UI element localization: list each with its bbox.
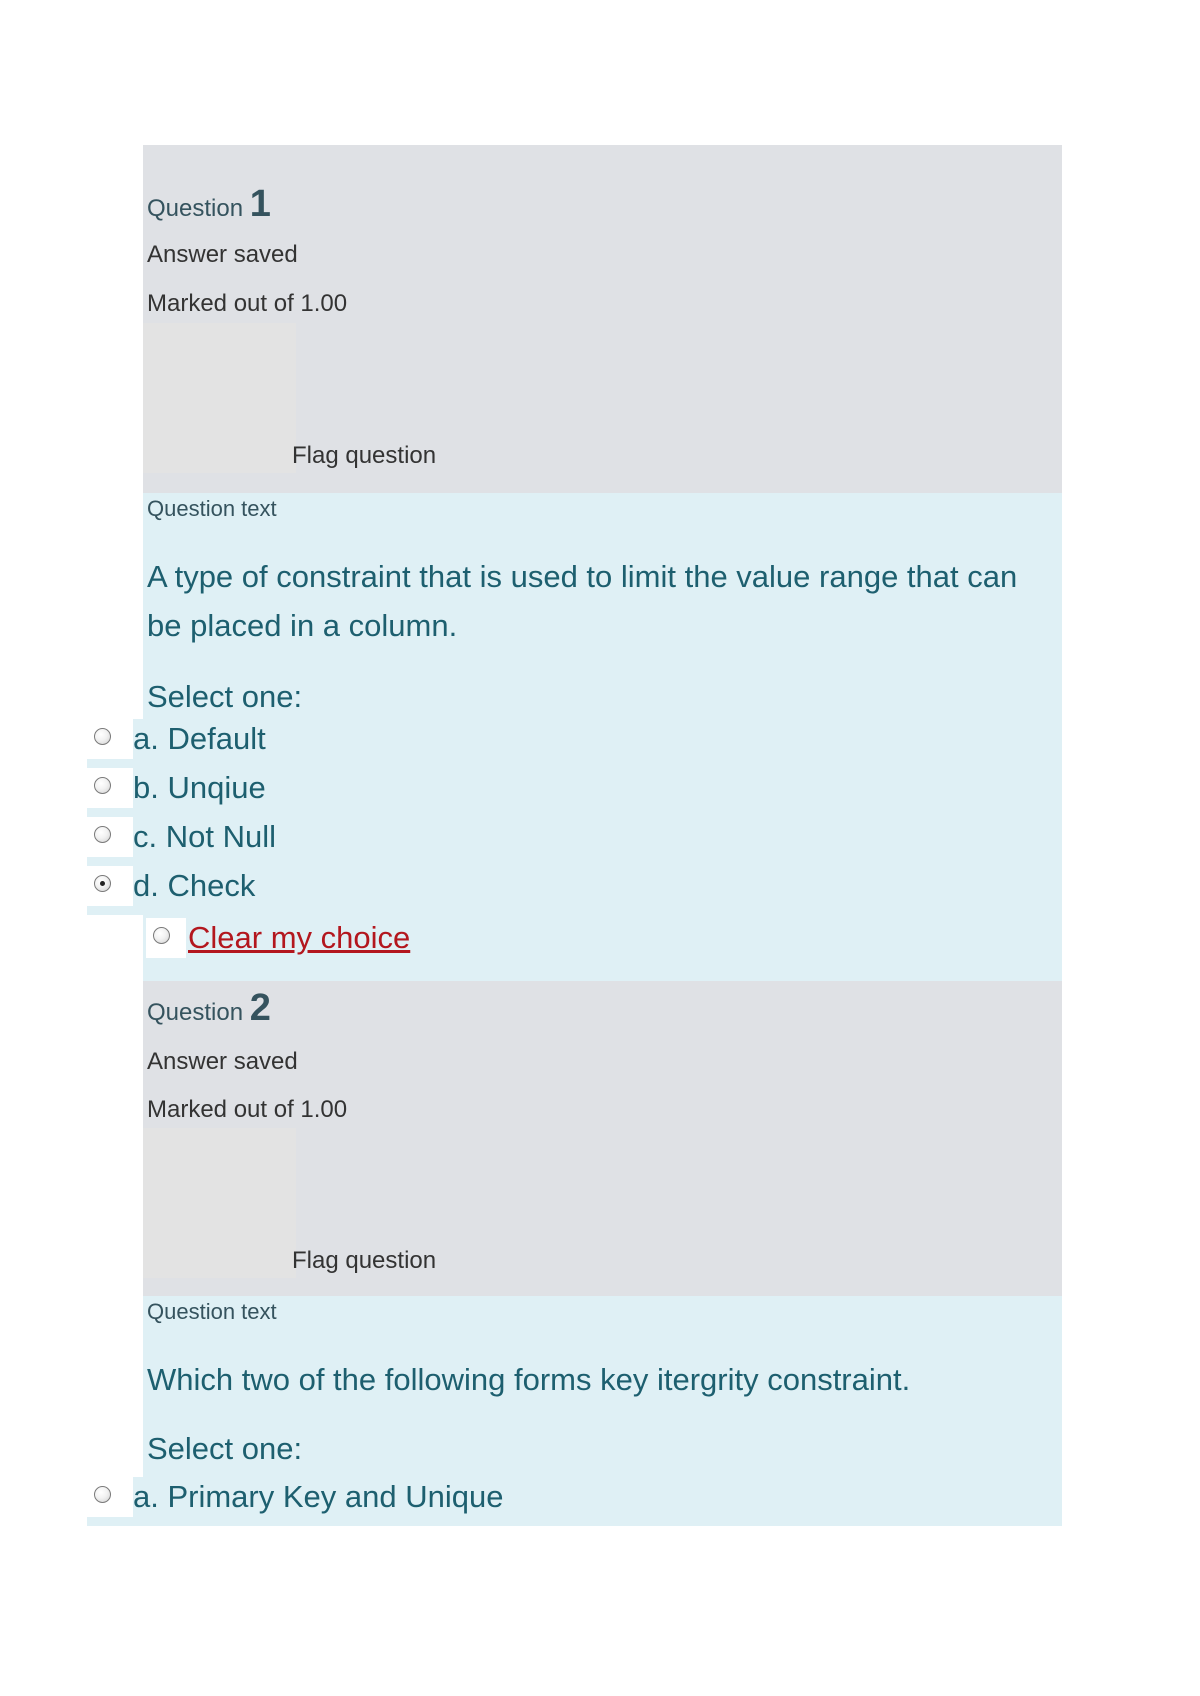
answer-label: a. Primary Key and Unique xyxy=(133,1479,504,1514)
question-2-number: 2 xyxy=(249,987,271,1029)
question-1-prompt: Select one: xyxy=(147,679,303,714)
flag-icon[interactable] xyxy=(143,323,296,473)
answer-label: a. Default xyxy=(133,721,266,756)
answer-option[interactable] xyxy=(87,817,1062,866)
question-2-text: Which two of the following forms key itergrity constraint. xyxy=(147,1362,911,1397)
flag-question-button[interactable]: Flag question xyxy=(292,442,437,469)
question-1-info xyxy=(143,145,1062,493)
answer-label: d. Check xyxy=(133,868,256,903)
question-1-label: Question xyxy=(147,195,244,222)
question-1-heading xyxy=(147,183,271,226)
answer-option[interactable] xyxy=(87,866,1062,915)
question-2-grade: Marked out of 1.00 xyxy=(147,1096,348,1123)
radio-button[interactable] xyxy=(153,927,170,944)
radio-button[interactable] xyxy=(94,826,111,843)
question-1-text: A type of constraint that is used to limit the value range that can be placed in a column. xyxy=(147,559,1018,643)
answer-label: c. Not Null xyxy=(133,819,276,854)
flag-icon[interactable] xyxy=(143,1128,296,1278)
flag-question-button[interactable]: Flag question xyxy=(292,1247,437,1274)
question-2-heading xyxy=(147,987,271,1030)
question-2-text-label: Question text xyxy=(147,1299,277,1324)
question-2-state: Answer saved xyxy=(147,1048,298,1075)
question-1-number: 1 xyxy=(249,183,271,225)
answer-option[interactable] xyxy=(87,768,1062,817)
radio-button[interactable] xyxy=(94,1486,111,1503)
answer-option[interactable] xyxy=(87,719,1062,768)
question-1-text-label: Question text xyxy=(147,496,277,521)
answer-label: b. Unqiue xyxy=(133,770,266,805)
question-2-info xyxy=(143,981,1062,1296)
answer-option[interactable] xyxy=(87,1477,1062,1526)
question-2-label: Question xyxy=(147,999,244,1026)
question-2-prompt: Select one: xyxy=(147,1431,303,1466)
radio-button[interactable] xyxy=(94,777,111,794)
question-1-state: Answer saved xyxy=(147,241,298,268)
question-1-grade: Marked out of 1.00 xyxy=(147,290,348,317)
radio-button[interactable] xyxy=(94,728,111,745)
clear-my-choice-link[interactable]: Clear my choice xyxy=(188,920,411,955)
radio-button-checked[interactable] xyxy=(94,875,111,892)
